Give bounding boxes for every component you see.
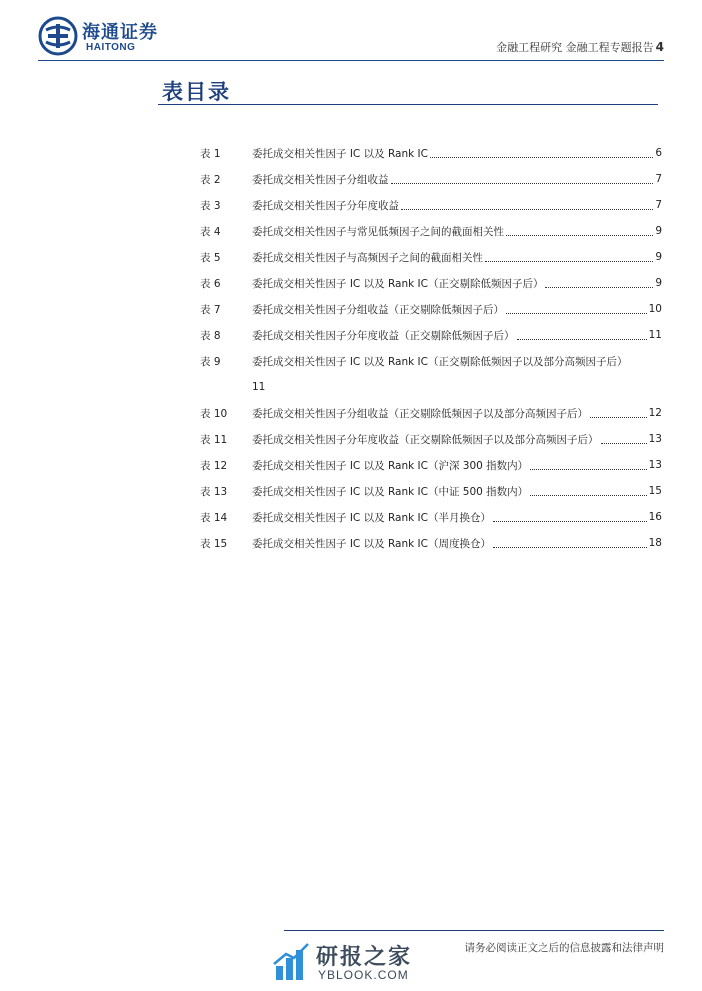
toc-entry-number: 表 12 [200, 459, 228, 472]
toc-entry-page: 11 [648, 329, 662, 341]
toc-entry-title: 委托成交相关性因子与高频因子之间的截面相关性 [252, 251, 483, 264]
toc-entry-number: 表 11 [200, 433, 228, 446]
toc-entry-page: 9 [655, 251, 662, 263]
toc-entry-title: 委托成交相关性因子 IC 以及 Rank IC（半月换仓） [252, 511, 491, 524]
haitong-logo-icon [38, 16, 78, 56]
toc-entry-page: 11 [252, 381, 266, 393]
toc-entry-number: 表 5 [200, 251, 221, 264]
toc-entry-page: 18 [648, 537, 662, 549]
report-type: 金融工程专题报告 [565, 41, 654, 54]
toc-entry-number: 表 10 [200, 407, 228, 420]
toc-entry-number: 表 8 [200, 329, 221, 342]
toc-leader-dots [590, 416, 647, 418]
toc-entry-number: 表 3 [200, 199, 221, 212]
toc-entry-number: 表 4 [200, 225, 221, 238]
toc-entry-page: 12 [648, 407, 662, 419]
toc-entry-title: 委托成交相关性因子 IC 以及 Rank IC（周度换仓） [252, 537, 491, 550]
toc-entry-title: 委托成交相关性因子分组收益 [252, 173, 389, 186]
toc-entry-page: 9 [655, 225, 662, 237]
toc-leader-dots [530, 468, 646, 470]
toc-entry-number: 表 14 [200, 511, 228, 524]
toc-entry-page: 10 [648, 303, 662, 315]
toc-entry[interactable] [200, 322, 662, 348]
toc-entry-number: 表 1 [200, 147, 221, 160]
toc-entry[interactable] [200, 504, 662, 530]
bar-chart-icon [272, 942, 312, 982]
toc-entry[interactable] [200, 452, 662, 478]
toc-entry-number: 表 15 [200, 537, 228, 550]
toc-entry-page: 13 [648, 459, 662, 471]
header-divider [38, 60, 664, 61]
toc-leader-dots [545, 286, 653, 288]
table-of-tables [200, 140, 662, 556]
report-category: 金融工程研究 [496, 41, 563, 54]
toc-entry[interactable] [200, 478, 662, 504]
section-title: 表目录 [162, 80, 231, 104]
toc-entry-title: 委托成交相关性因子分组收益（正交剔除低频因子后） [252, 303, 504, 316]
section-title-underline [158, 104, 658, 105]
toc-entry-number: 表 2 [200, 173, 221, 186]
toc-entry-page: 7 [655, 173, 662, 185]
toc-leader-dots [401, 208, 653, 210]
watermark-chinese: 研报之家 [316, 945, 413, 970]
toc-entry-page: 6 [655, 147, 662, 159]
toc-entry-title: 委托成交相关性因子分年度收益（正交剔除低频因子后） [252, 329, 515, 342]
haitong-logo [38, 16, 178, 58]
toc-entry-number: 表 13 [200, 485, 228, 498]
watermark-english: YBLOOK.COM [318, 968, 409, 982]
toc-entry-title: 委托成交相关性因子 IC 以及 Rank IC（正交剔除低频因子以及部分高频因子后） [252, 355, 628, 368]
page-number: 4 [655, 40, 664, 54]
toc-entry-title: 委托成交相关性因子分年度收益 [252, 199, 399, 212]
toc-entry-number: 表 7 [200, 303, 221, 316]
toc-leader-dots [517, 338, 647, 340]
toc-leader-dots [506, 312, 647, 314]
toc-entry-number: 表 9 [200, 355, 221, 368]
toc-entry-title: 委托成交相关性因子分组收益（正交剔除低频因子以及部分高频因子后） [252, 407, 588, 420]
toc-entry[interactable] [200, 166, 662, 192]
header-report-info [496, 39, 664, 55]
toc-entry-page: 16 [648, 511, 662, 523]
toc-leader-dots [506, 234, 653, 236]
toc-entry[interactable] [200, 530, 662, 556]
toc-leader-dots [391, 182, 654, 184]
toc-entry-title: 委托成交相关性因子 IC 以及 Rank IC（正交剔除低频因子后） [252, 277, 544, 290]
toc-entry-page: 7 [655, 199, 662, 211]
toc-entry-page: 9 [655, 277, 662, 289]
toc-entry-page-continuation [200, 374, 662, 400]
toc-entry[interactable] [200, 400, 662, 426]
toc-entry-page: 15 [648, 485, 662, 497]
watermark [272, 940, 462, 986]
toc-entry-title: 委托成交相关性因子 IC 以及 Rank IC [252, 147, 428, 160]
toc-entry-title: 委托成交相关性因子与常见低频因子之间的截面相关性 [252, 225, 504, 238]
page-header [38, 12, 664, 60]
toc-entry-title: 委托成交相关性因子 IC 以及 Rank IC（沪深 300 指数内） [252, 459, 529, 472]
toc-entry-title: 委托成交相关性因子分年度收益（正交剔除低频因子以及部分高频因子后） [252, 433, 599, 446]
footer-divider [284, 930, 664, 931]
toc-entry-title: 委托成交相关性因子 IC 以及 Rank IC（中证 500 指数内） [252, 485, 529, 498]
logo-english-name: HAITONG [86, 42, 136, 53]
toc-entry[interactable] [200, 426, 662, 452]
toc-entry[interactable] [200, 192, 662, 218]
toc-entry[interactable] [200, 270, 662, 296]
toc-leader-dots [493, 546, 647, 548]
toc-entry[interactable] [200, 140, 662, 166]
toc-entry-number: 表 6 [200, 277, 221, 290]
toc-leader-dots [485, 260, 653, 262]
toc-leader-dots [493, 520, 647, 522]
toc-entry[interactable] [200, 218, 662, 244]
toc-leader-dots [530, 494, 646, 496]
footer-disclaimer: 请务必阅读正文之后的信息披露和法律声明 [464, 942, 664, 954]
toc-entry[interactable] [200, 296, 662, 322]
toc-leader-dots [601, 442, 647, 444]
toc-leader-dots [430, 156, 653, 158]
logo-chinese-name: 海通证券 [82, 22, 158, 43]
toc-entry[interactable] [200, 244, 662, 270]
toc-entry[interactable] [200, 348, 662, 374]
toc-entry-page: 13 [648, 433, 662, 445]
